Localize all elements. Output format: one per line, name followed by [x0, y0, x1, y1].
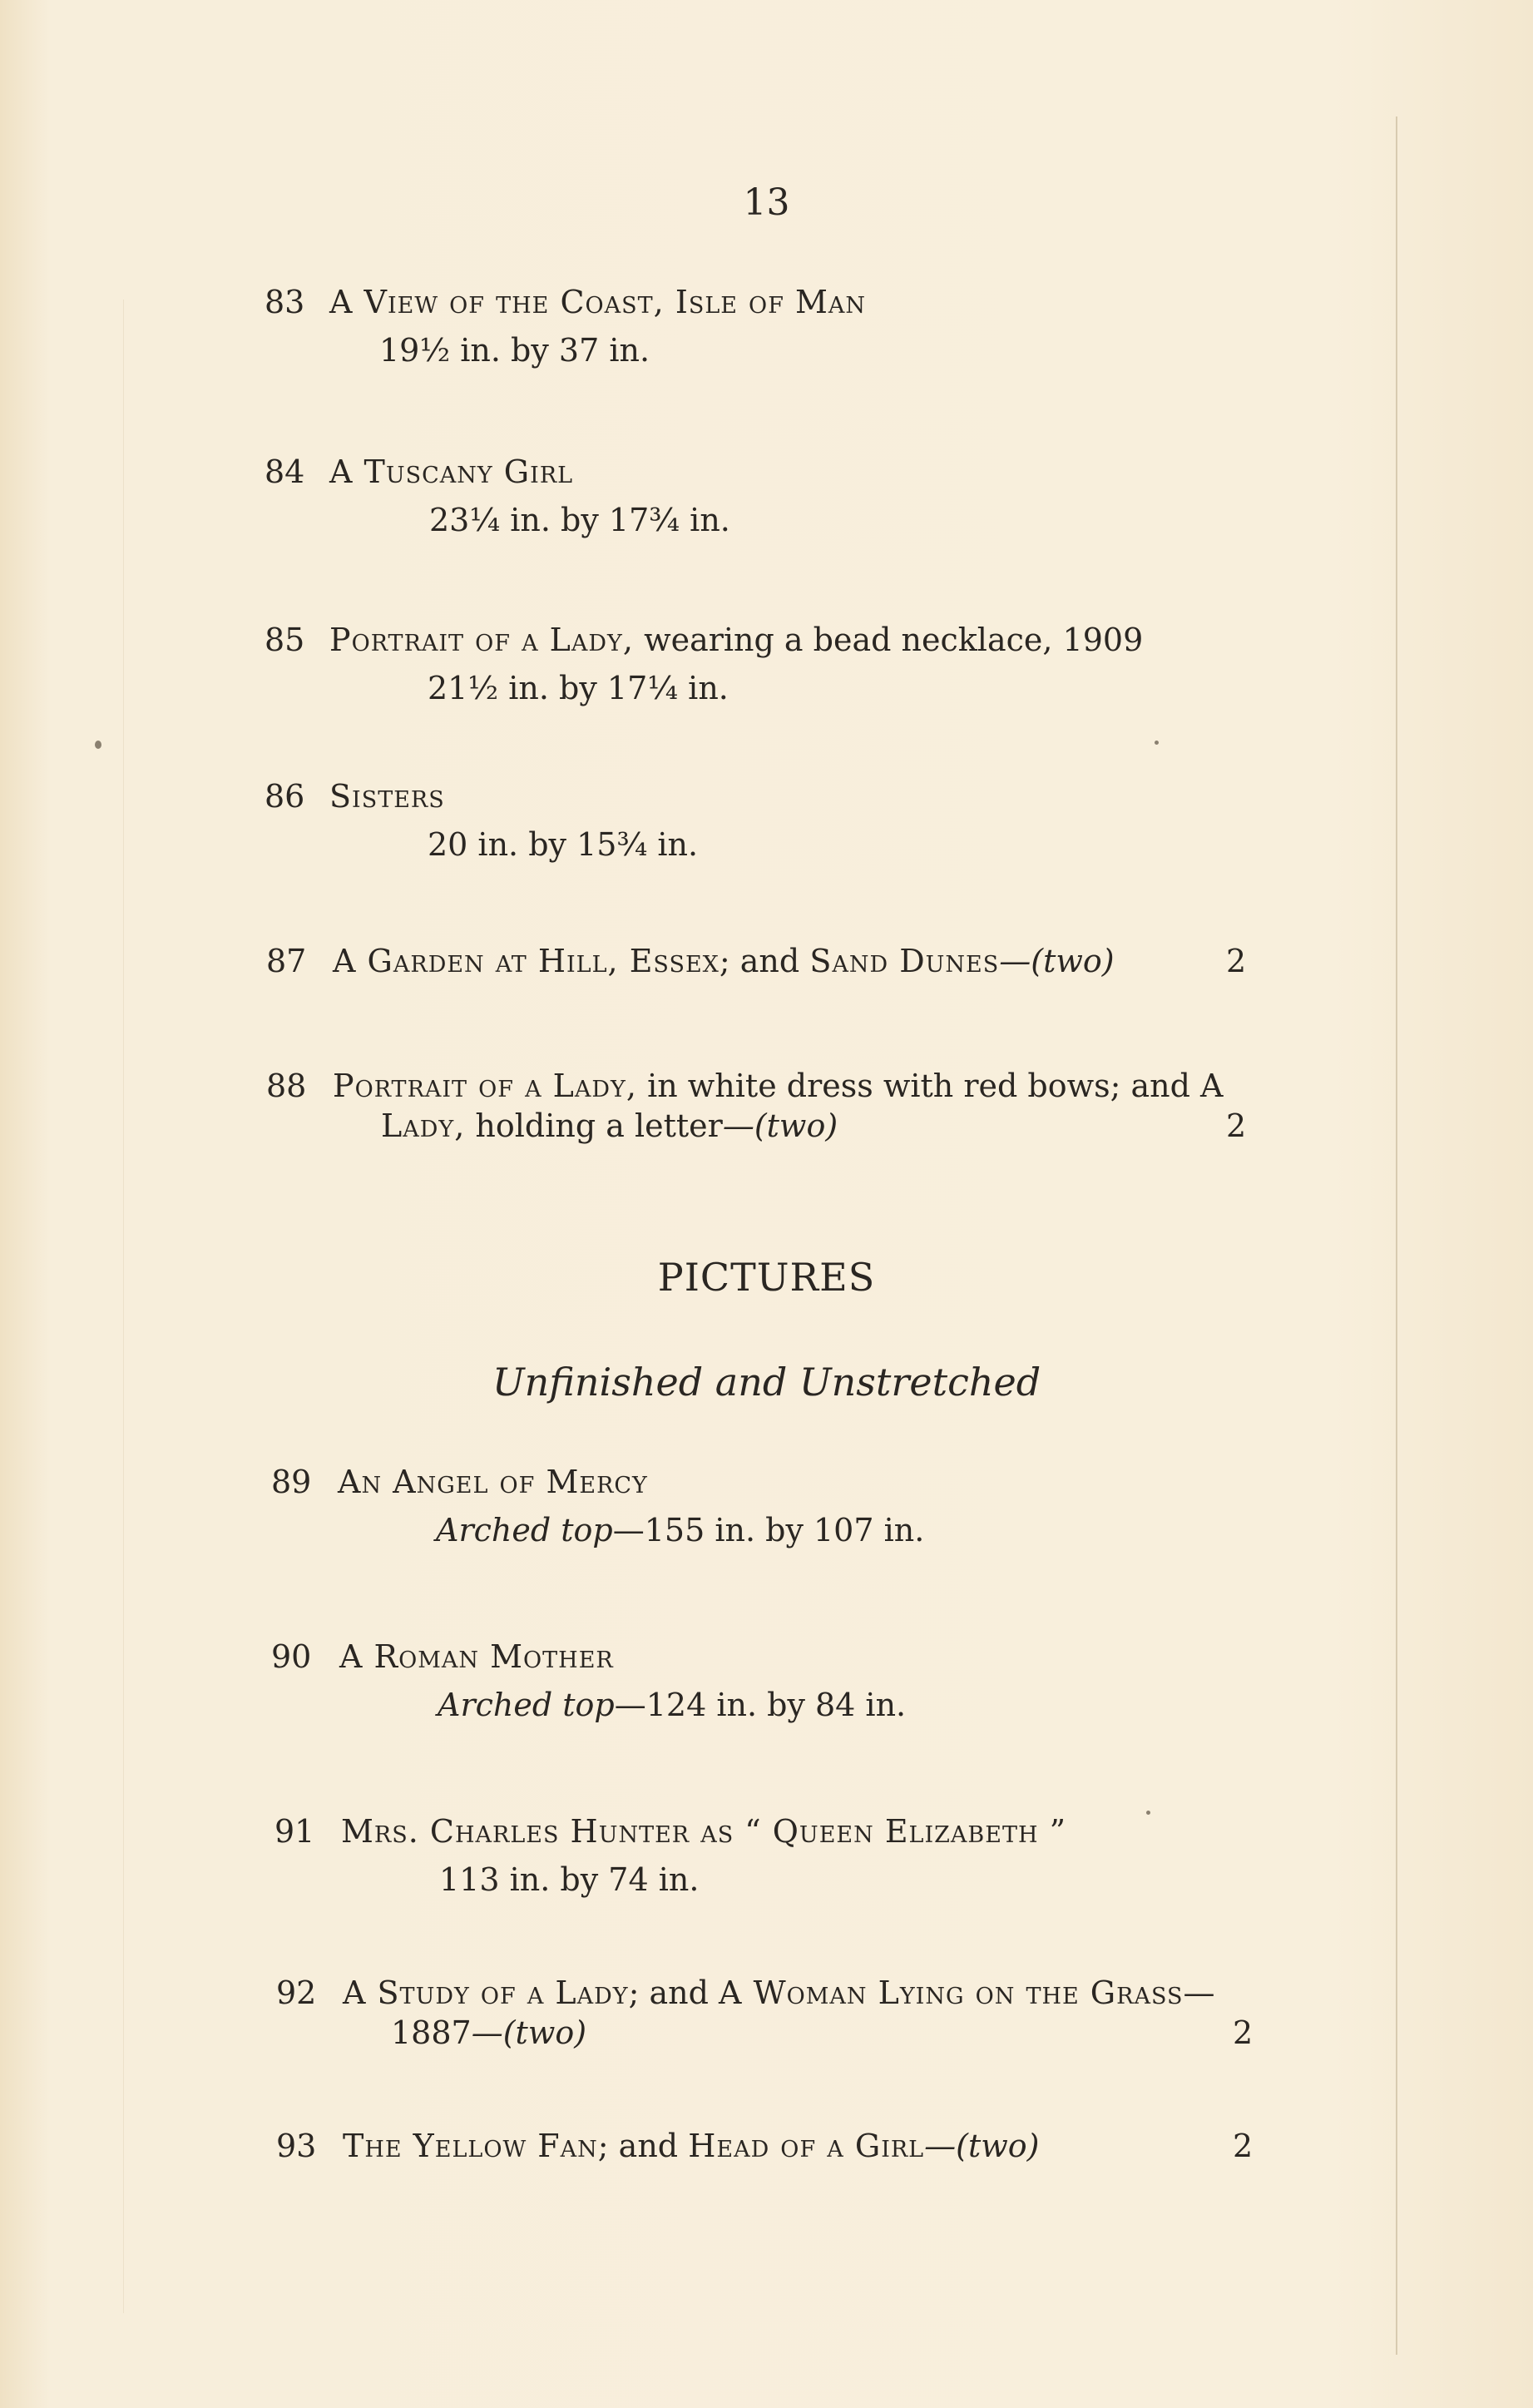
lot-title: A Garden at Hill, Essex: [333, 943, 720, 979]
page-fold-line: [123, 300, 124, 2313]
section-title: PICTURES: [657, 1255, 876, 1300]
lot-number: 84: [265, 453, 305, 490]
lot-count: 2: [1233, 2014, 1254, 2051]
lot-title-continued: Lady,: [381, 1107, 466, 1144]
paper-speck: [1155, 741, 1159, 745]
lot-title-second: A Woman Lying on the Grass—: [719, 1974, 1216, 2011]
page-edge-rule: [1396, 116, 1397, 2355]
lot-dimensions: 19½ in. by 37 in.: [379, 332, 650, 369]
lot-91: [274, 1807, 1273, 1907]
lot-dimensions: 21½ in. by 17¼ in.: [428, 670, 729, 706]
lot-title: A Study of a Lady: [343, 1974, 629, 2011]
lot-quantity-note: —(two): [999, 943, 1115, 979]
lot-description: wearing a bead necklace, 1909: [644, 622, 1144, 658]
lot-93: [276, 2122, 1274, 2172]
lot-count: 2: [1226, 943, 1247, 979]
lot-title: The Yellow Fan: [343, 2128, 598, 2164]
lot-quantity-note: —(two): [722, 1107, 838, 1144]
lot-dimensions: —155 in. by 107 in.: [612, 1512, 925, 1548]
lot-number: 85: [265, 622, 305, 658]
lot-88: [266, 1062, 1281, 1162]
lot-84: [265, 448, 1263, 547]
lot-number: 92: [276, 1974, 317, 2011]
lot-number: 89: [271, 1464, 312, 1500]
lot-dimensions: 20 in. by 15¾ in.: [428, 826, 699, 863]
lot-dimensions: 113 in. by 74 in.: [439, 1861, 700, 1898]
lot-title: Mrs. Charles Hunter as “ Queen Elizabeth ”: [341, 1813, 1067, 1850]
lot-number: 91: [274, 1813, 315, 1850]
lot-title: Portrait of a Lady,: [333, 1068, 637, 1104]
lot-number: 90: [271, 1638, 312, 1675]
lot-quantity-note: —(two): [924, 2128, 1040, 2164]
lot-89: [271, 1458, 1269, 1558]
lot-quantity-note: —(two): [471, 2014, 587, 2051]
lot-85: [265, 616, 1346, 716]
lot-size-note: Arched top: [438, 1687, 615, 1723]
lot-title-second: Head of a Girl: [688, 2128, 925, 2164]
lot-title: A Tuscany Girl: [329, 453, 574, 490]
lot-title: Sisters: [329, 778, 445, 815]
lot-count: 2: [1226, 1107, 1247, 1144]
lot-description-continued: holding a letter: [475, 1107, 723, 1144]
lot-number: 87: [266, 943, 307, 979]
lot-description: in white dress with red bows; and A: [647, 1068, 1224, 1104]
lot-number: 86: [265, 778, 305, 815]
lot-83: [265, 278, 1263, 378]
lot-joiner: ; and: [597, 2128, 679, 2164]
lot-number: 93: [276, 2128, 317, 2164]
lot-date: 1887: [391, 2014, 472, 2051]
section-subtitle: Unfinished and Unstretched: [492, 1360, 1041, 1405]
lot-title: Portrait of a Lady,: [329, 622, 634, 658]
lot-joiner: ; and: [719, 943, 800, 979]
lot-dimensions: —124 in. by 84 in.: [614, 1687, 907, 1723]
lot-number: 88: [266, 1068, 307, 1104]
lot-title: A Roman Mother: [339, 1638, 614, 1675]
lot-title-second: Sand Dunes: [809, 943, 1000, 979]
lot-joiner: ; and: [628, 1974, 709, 2011]
lot-number: 83: [265, 284, 305, 320]
lot-count: 2: [1233, 2128, 1254, 2164]
lot-86: [265, 772, 1263, 872]
lot-90: [271, 1633, 1269, 1732]
lot-87: [266, 937, 1264, 987]
page-number: 13: [743, 181, 790, 224]
lot-title: An Angel of Mercy: [338, 1464, 648, 1500]
lot-92: [276, 1969, 1293, 2069]
lot-size-note: Arched top: [436, 1512, 613, 1548]
lot-title: A View of the Coast, Isle of Man: [329, 284, 867, 320]
paper-speck: [95, 741, 101, 749]
lot-dimensions: 23¼ in. by 17¾ in.: [429, 502, 730, 538]
